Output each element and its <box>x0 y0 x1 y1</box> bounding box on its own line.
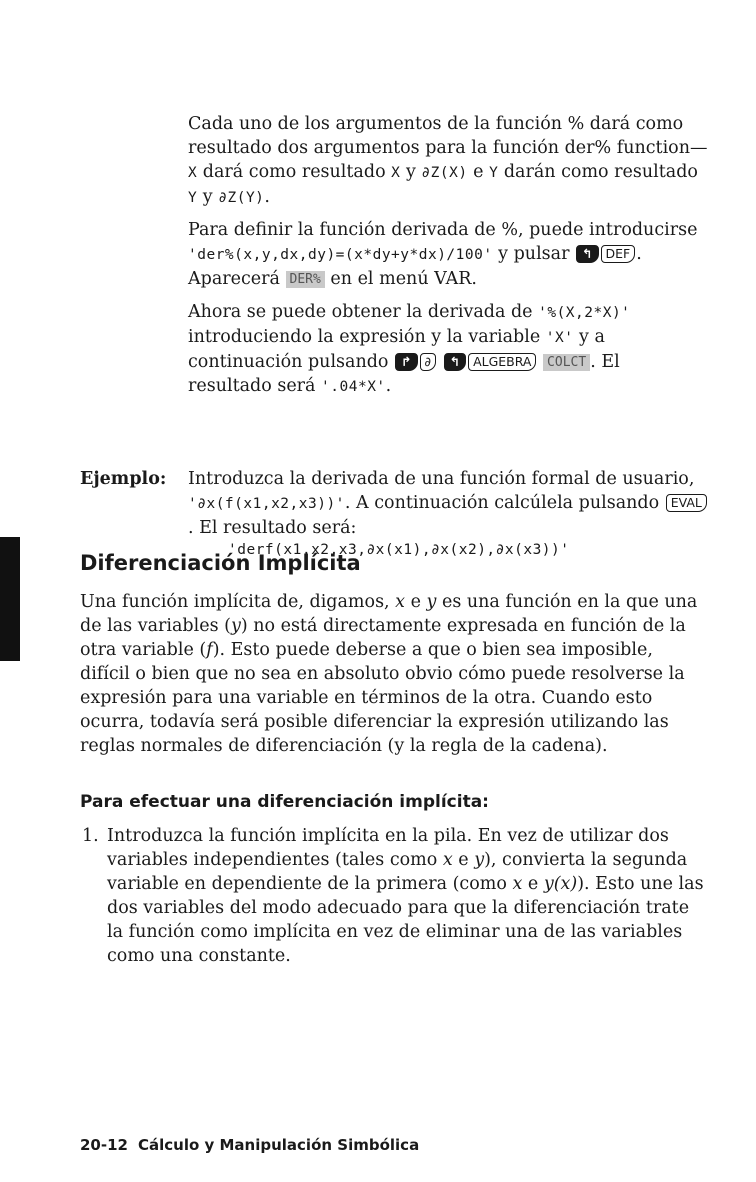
code-dz-x: ∂Z(X) <box>421 165 468 181</box>
eval-key: EVAL <box>666 494 707 512</box>
code-variable-x: 'X' <box>545 330 574 346</box>
partial-key: ∂ <box>420 353 436 371</box>
example-result: 'derf(x1,x2,x3,∂x(x1),∂x(x2),∂x(x3))' <box>228 542 570 558</box>
code-y: Y <box>489 165 499 181</box>
code-x: X <box>391 165 401 181</box>
paragraph-example: Introduzca la derivada de una función formal de usuario, '∂x(f(x1,x2,x3))'. A continuación calcúlela pulsando EVAL. El resultado será: <box>188 467 708 540</box>
left-shift-key: ↰ <box>444 353 466 371</box>
code-x: X <box>188 165 198 181</box>
paragraph-define-derivative: Para definir la función derivada de %, puede introducirse 'der%(x,y,dx,dy)=(x*dy+y*dx)/100' y pulsar ↰ DEF . Aparecerá DER% en el menú VAR. <box>188 220 698 289</box>
menu-label-colct: COLCT <box>543 354 590 371</box>
page-number: 20-12 <box>80 1136 128 1154</box>
paragraph-obtain-derivative: Ahora se puede obtener la derivada de '%(X,2*X)' introduciendo la expresión y la variable 'X' y a continuación pulsando ↱ ∂ ↰ ALGEBRA COLCT . El resultado será '.04*X'. <box>188 302 631 396</box>
chapter-title: Cálculo y Manipulación Simbólica <box>137 1136 420 1154</box>
code-y: Y <box>188 190 198 206</box>
right-shift-key: ↱ <box>395 353 417 371</box>
code-formal-function: '∂x(f(x1,x2,x3))' <box>188 496 345 512</box>
menu-label-der: DER% <box>286 271 325 288</box>
list-item: Introduzca la función implícita en la pila. En vez de utilizar dos variables independientes (tales como x e y), convierta la segunda variable en dependiente de la primera (como x e y(x)). Esto une las dos variables del modo adecuado para que la diferenciación trate la función como implícita en vez de eliminar una de las variables como una constante. <box>107 826 704 966</box>
example-label: Ejemplo: <box>80 469 167 489</box>
subsection-heading: Para efectuar una diferenciación implícita: <box>80 792 489 812</box>
code-dz-y: ∂Z(Y) <box>218 190 265 206</box>
section-heading: Diferenciación Implícita <box>80 551 361 575</box>
code-percent-expression: '%(X,2*X)' <box>538 305 631 321</box>
def-key: DEF <box>601 245 636 263</box>
algebra-key: ALGEBRA <box>468 353 536 371</box>
code-der-definition: 'der%(x,y,dx,dy)=(x*dy+y*dx)/100' <box>188 247 493 263</box>
code-result: '.04*X' <box>321 379 386 395</box>
section-body: Una función implícita de, digamos, x e y es una función en la que una de las variables (y) no está directamente expresada en función de la otra variable (f). Esto puede deberse a que o bien sea imposible, difícil o bien que no sea en absoluto obvio cómo puede resolverse la expresión para una variable en términos de la otra. Cuando esto ocurra, todavía será posible diferenciar la expresión utilizando las reglas normales de diferenciación (y la regla de la cadena). <box>80 592 698 756</box>
paragraph-der-percent: Cada uno de los argumentos de la función % dará como resultado dos argumentos para la función der% function— X dará como resultado X y ∂Z(X) e Y darán como resultado Y y ∂Z(Y). <box>188 114 708 207</box>
page-footer <box>80 1135 419 1155</box>
list-item-number: 1. <box>82 826 99 846</box>
left-shift-key: ↰ <box>576 245 598 263</box>
chapter-tab-marker <box>0 537 20 661</box>
